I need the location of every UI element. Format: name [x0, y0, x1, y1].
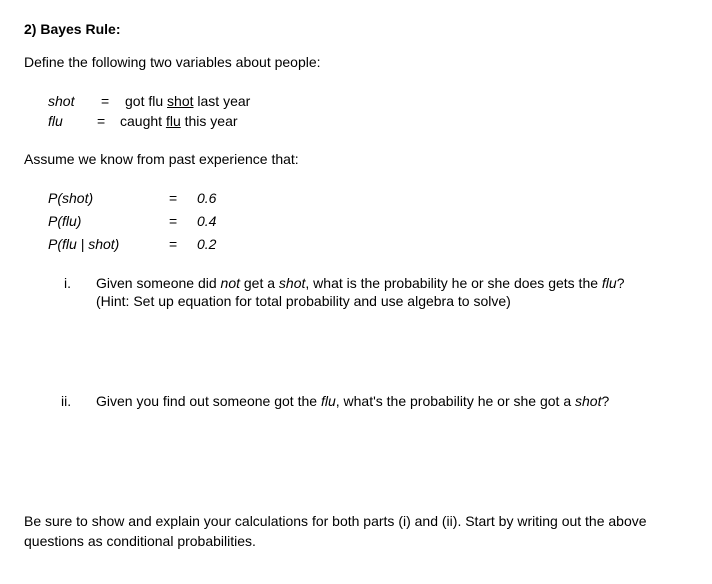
probability-value: 0.6: [197, 190, 217, 206]
question-text: Given you find out someone got the flu, what's the probability he or she got a shot?: [96, 393, 610, 409]
closing-instructions: Be sure to show and explain your calculations for both parts (i) and (ii). Start by writing out the above questions as conditional probabilities.: [24, 513, 647, 549]
question-hint: (Hint: Set up equation for total probability and use algebra to solve): [96, 293, 511, 309]
section-title: 2) Bayes Rule:: [24, 21, 121, 37]
question-number: i.: [64, 275, 71, 291]
probability-label: P(flu | shot): [48, 236, 120, 252]
probability-value: 0.4: [197, 213, 217, 229]
probability-equals: =: [169, 236, 178, 252]
probability-equals: =: [169, 190, 178, 206]
definition-equals: =: [101, 93, 110, 109]
definition-name: shot: [48, 93, 75, 109]
question-number: ii.: [61, 393, 72, 409]
definition-equals: =: [97, 113, 106, 129]
definition-text: got flu shot last year: [125, 93, 251, 109]
probability-label: P(shot): [48, 190, 94, 206]
assume-text: Assume we know from past experience that:: [24, 151, 299, 167]
probability-equals: =: [169, 213, 178, 229]
probability-label: P(flu): [48, 213, 82, 229]
definition-text: caught flu this year: [120, 113, 238, 129]
probability-value: 0.2: [197, 236, 217, 252]
question-text: Given someone did not get a shot, what is the probability he or she does gets the flu? (Hint: Set up equation for total probability and use algebra to solve): [96, 274, 649, 310]
definition-name: flu: [48, 113, 63, 129]
intro-text: Define the following two variables about people:: [24, 54, 321, 70]
